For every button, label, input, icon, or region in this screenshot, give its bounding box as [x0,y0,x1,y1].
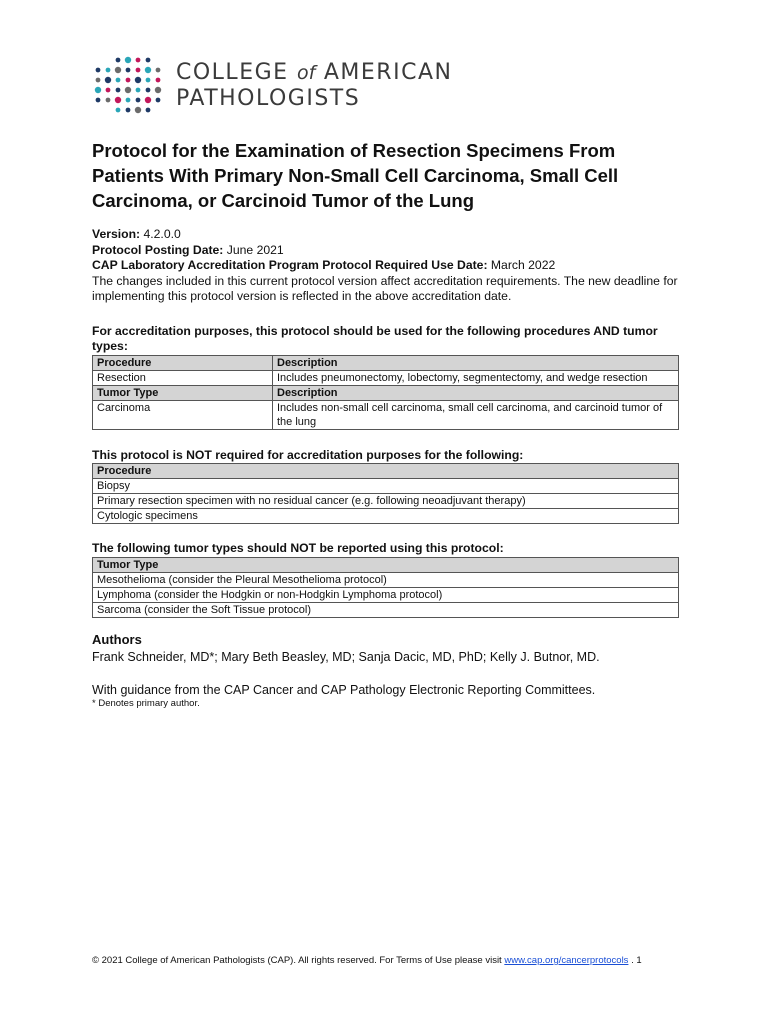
logo-dot [116,108,121,113]
protocol-meta [92,227,692,305]
logo-line2: PATHOLOGISTS [176,86,361,111]
logo-dot [156,68,161,73]
cap-logo-dots-icon [92,54,164,116]
posting-date-value: June 2021 [226,242,284,257]
authors-list: Frank Schneider, MD*; Mary Beth Beasley, MD; Sanja Dacic, MD, PhD; Kelly J. Butnor, MD. [92,650,600,664]
accreditation-header-row [93,356,679,371]
accreditation-cell: Includes non-small cell carcinoma, small cell carcinoma, and carcinoid tumor of the lung [273,401,679,430]
cap-logo-wordmark [176,60,452,111]
logo-dot [116,58,121,63]
logo-dot [136,88,141,93]
logo-dot [135,107,141,113]
accreditation-header-cell: Procedure [93,356,273,371]
logo-dot [156,98,161,103]
accreditation-header-row [93,386,679,401]
accreditation-cell: Carcinoma [93,401,273,430]
accreditation-heading: For accreditation purposes, this protocol should be used for the following procedures AND tumor types: [92,324,658,353]
logo-dot [106,98,111,103]
primary-author-footnote: * Denotes primary author. [92,698,200,709]
logo-dot [116,88,121,93]
logo-dot [96,78,101,83]
not-reported-item: Lymphoma (consider the Hodgkin or non-Hodgkin Lymphoma protocol) [93,588,679,603]
not-reported-header: Tumor Type [93,558,679,573]
accreditation-header-cell: Tumor Type [93,386,273,401]
logo-line1-b: AMERICAN [323,60,453,85]
logo-dot [145,67,151,73]
required-date-value: March 2022 [490,258,556,272]
not-reported-heading: The following tumor types should NOT be reported using this protocol: [92,541,504,555]
logo-dot [156,78,161,83]
document-title: Protocol for the Examination of Resection Specimens From Patients With Primary Non-Small Cell Carcinoma, Small Cell Carcinoma, or Carcinoid Tumor of the Lung [92,140,619,211]
not-required-header: Procedure [93,464,679,479]
page-footer [92,955,642,966]
not-required-item: Biopsy [93,479,679,494]
logo-dot [126,68,131,73]
logo-dot [125,87,131,93]
logo-dot [146,58,151,63]
not-reported-item: Mesothelioma (consider the Pleural Mesothelioma protocol) [93,573,679,588]
required-date-label: CAP Laboratory Accreditation Program Protocol Required Use Date: [92,258,488,272]
logo-dot [146,108,151,113]
logo-dot [136,98,141,103]
logo-dot [105,77,111,83]
logo-dot [96,68,101,73]
logo-dot [115,67,121,73]
accreditation-cell: Includes pneumonectomy, lobectomy, segmentectomy, and wedge resection [273,371,679,386]
logo-dot [106,88,111,93]
not-reported-item: Sarcoma (consider the Soft Tissue protocol) [93,603,679,618]
logo-dot [155,87,161,93]
accreditation-cell: Resection [93,371,273,386]
logo-dot [126,78,131,83]
cancer-protocols-link[interactable]: www.cap.org/cancerprotocols [504,955,629,966]
logo-line1-of: of [297,62,316,84]
authors-heading: Authors [92,632,142,647]
not-required-item: Primary resection specimen with no residual cancer (e.g. following neoadjuvant therapy) [93,494,679,509]
logo-dot [115,97,121,103]
not-required-table [92,463,679,524]
logo-dot [136,58,141,63]
logo-dot [136,68,141,73]
logo-line1-a: COLLEGE [176,60,289,85]
logo-dot [96,98,101,103]
logo-dot [126,98,131,103]
not-required-item: Cytologic specimens [93,509,679,524]
accreditation-header-cell: Description [273,386,679,401]
page-number: . 1 [631,955,642,966]
logo-dot [146,88,151,93]
cap-logo [92,54,492,116]
not-reported-table [92,557,679,618]
accreditation-note: The changes included in this current protocol version affect accreditation requirements. The new deadline for implementing this protocol version is reflected in the above accreditation date. [92,273,678,303]
logo-dot [126,108,131,113]
logo-dot [135,77,141,83]
posting-date-label: Protocol Posting Date: [92,242,224,257]
version-label: Version: [92,227,141,241]
logo-dot [146,78,151,83]
logo-dot [106,68,111,73]
logo-dot [95,87,101,93]
logo-dot [125,57,131,63]
logo-dot [116,78,121,83]
version-value: 4.2.0.0 [143,227,181,241]
copyright-text: © 2021 College of American Pathologists (CAP). All rights reserved. For Terms of Use please visit [92,955,502,966]
logo-dot [145,97,151,103]
accreditation-header-cell: Description [273,356,679,371]
accreditation-row [93,371,679,386]
not-required-heading: This protocol is NOT required for accreditation purposes for the following: [92,448,524,462]
guidance-text: With guidance from the CAP Cancer and CAP Pathology Electronic Reporting Committees. [92,683,596,697]
accreditation-row [93,401,679,430]
accreditation-table [92,355,679,430]
